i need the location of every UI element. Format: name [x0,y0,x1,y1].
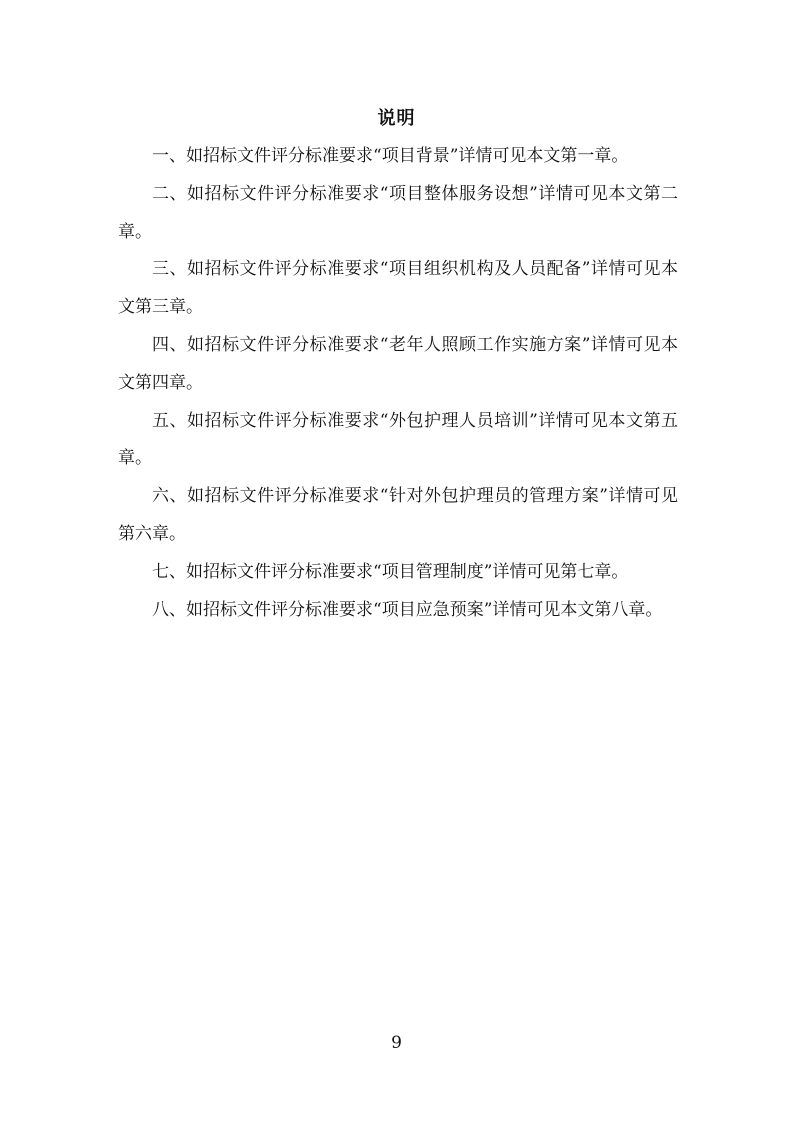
page-title: 说明 [377,108,416,129]
paragraph-3: 三、如招标文件评分标准要求“项目组织机构及人员配备”详情可见本文第三章。 [118,259,678,318]
paragraph-2: 二、如招标文件评分标准要求“项目整体服务设想”详情可见本文第二章。 [118,183,678,242]
paragraph-4: 四、如招标文件评分标准要求“老年人照顾工作实施方案”详情可见本文第四章。 [118,334,678,393]
page-number: 9 [391,1033,402,1053]
paragraph-5: 五、如招标文件评分标准要求“外包护理人员培训”详情可见本文第五章。 [118,410,678,469]
paragraph-7: 七、如招标文件评分标准要求“项目管理制度”详情可见第七章。 [152,561,629,582]
paragraph-8: 八、如招标文件评分标准要求“项目应急预案”详情可见本文第八章。 [152,599,663,620]
paragraph-1: 一、如招标文件评分标准要求“项目背景”详情可见本文第一章。 [152,146,629,166]
paragraph-6: 六、如招标文件评分标准要求“针对外包护理员的管理方案”详情可见第六章。 [118,486,678,544]
document-body [118,138,678,629]
